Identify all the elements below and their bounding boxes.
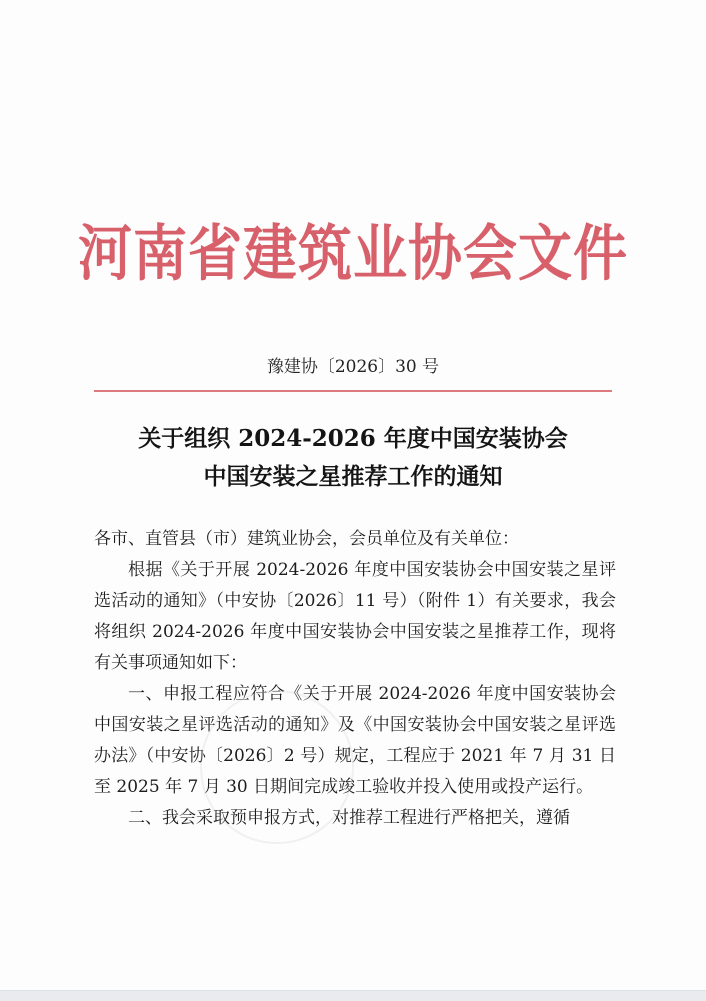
paragraph-item-2: 二、我会采取预申报方式，对推荐工程进行严格把关，遵循 <box>128 808 570 828</box>
letterhead-title: 河南省建筑业协会文件 <box>78 216 628 289</box>
notice-title-line-2: 中国安装之星推荐工作的通知 <box>203 463 503 490</box>
notice-title-line-1: 关于组织 2024-2026 年度中国安装协会 <box>138 425 568 452</box>
paragraph-intro: 根据《关于开展 2024-2026 年度中国安装协会中国安装之星评选活动的通知》（中安协〔2026〕11 号）（附件 1）有关要求，我会将组织 2024-2026 年度中国安装协会中国安装之星推荐工作，现将有关事项通知如下： <box>94 560 616 673</box>
paragraph-item-1: 一、申报工程应符合《关于开展 2024-2026 年度中国安装协会中国安装之星评选活动的通知》及《中国安装协会中国安装之星评选办法》（中安协〔2026〕2 号）规定，工程应于 2021 年 7 月 31 日至 2025 年 7 月 30 日期间完成竣工验收并投入使用或投产运行。 <box>94 684 616 797</box>
body-paragraphs <box>94 555 616 834</box>
document-number: 豫建协〔2026〕30 号 <box>266 357 440 377</box>
page-bottom-edge <box>0 990 706 1001</box>
salutation: 各市、直管县（市）建筑业协会，会员单位及有关单位： <box>94 529 519 549</box>
red-divider-line <box>94 390 612 392</box>
notice-title <box>0 420 706 496</box>
